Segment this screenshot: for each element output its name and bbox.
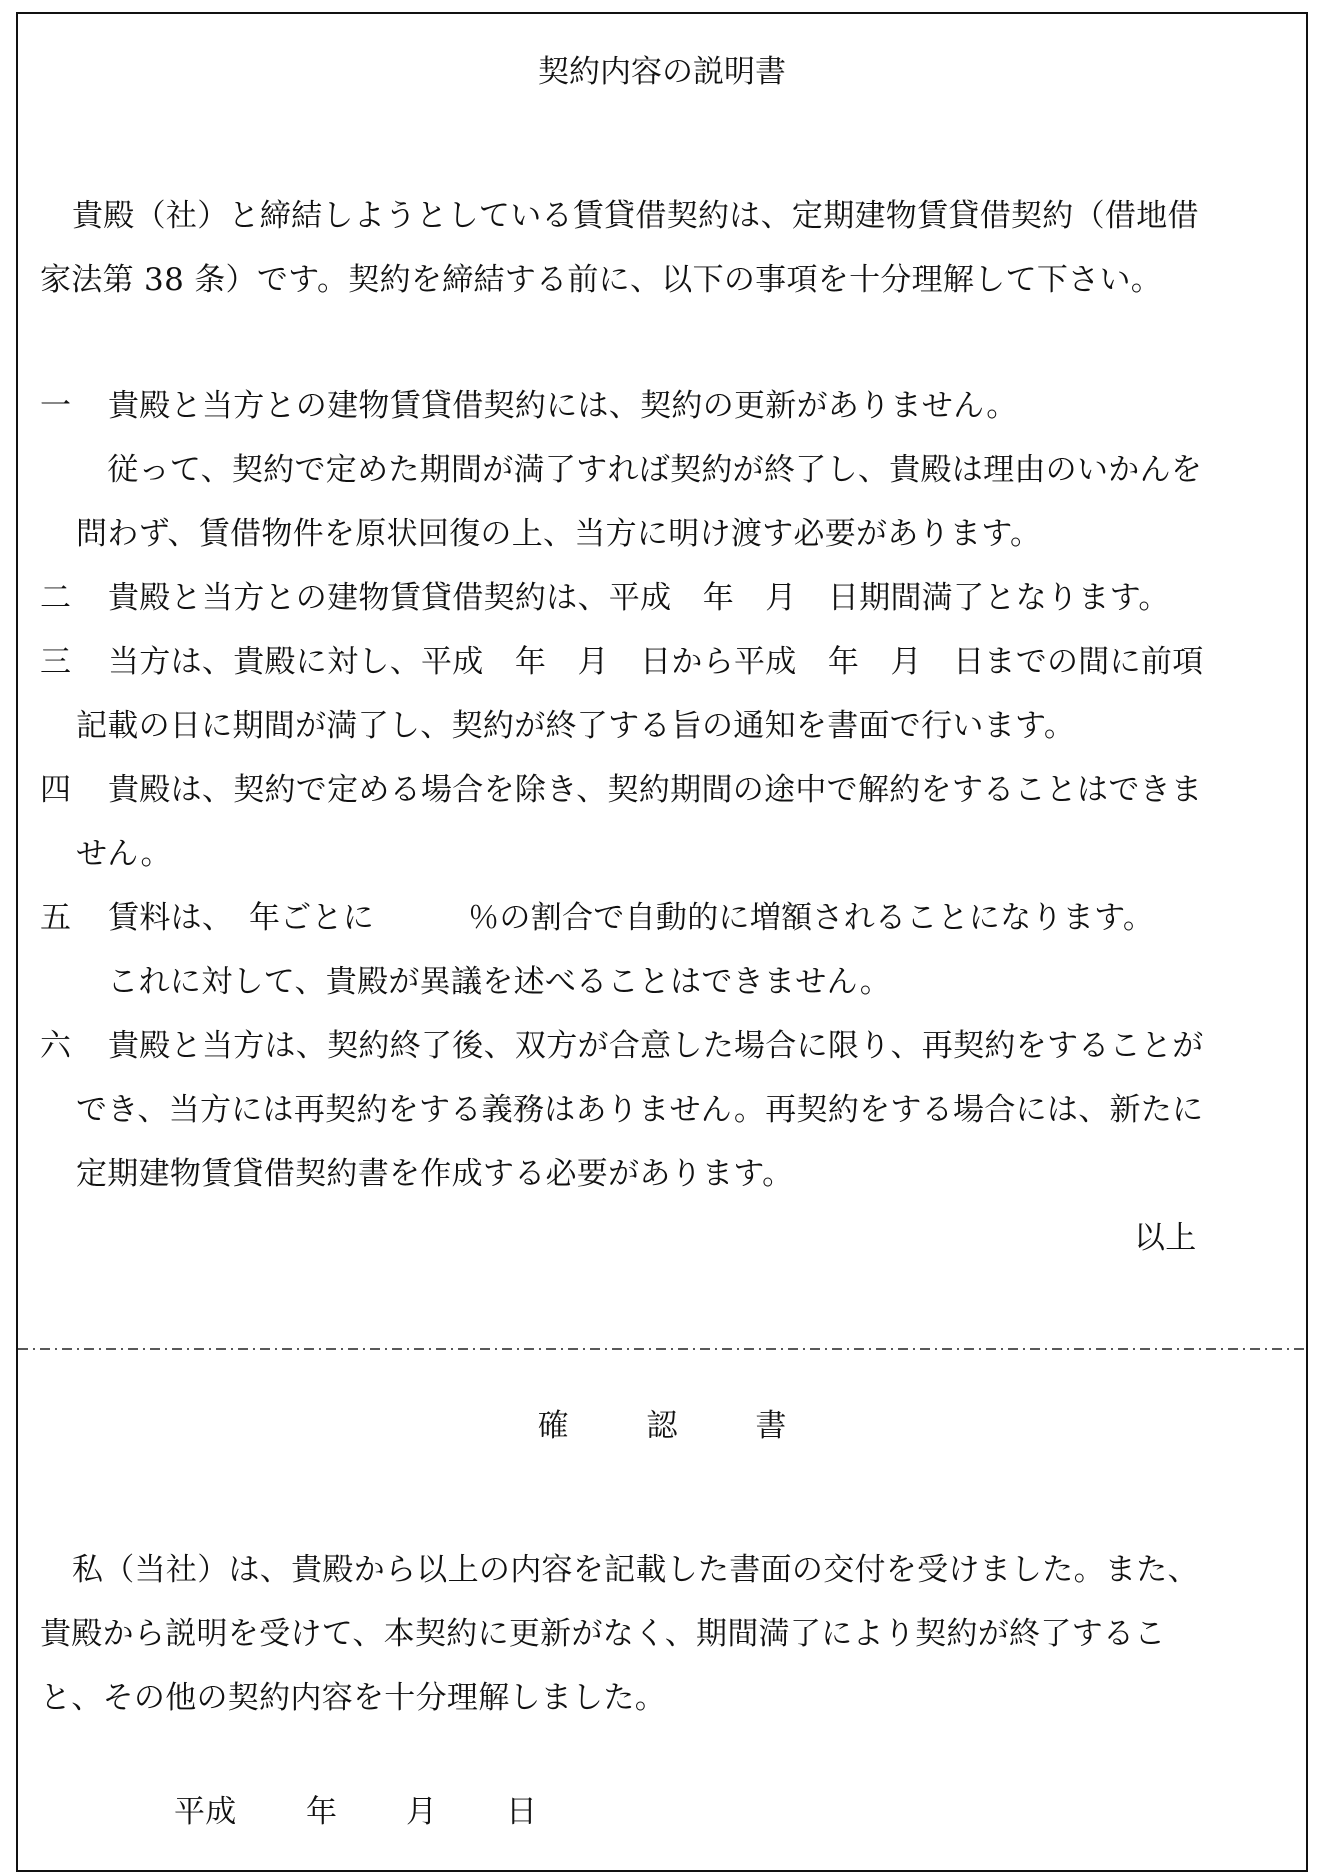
item-number: 三: [40, 644, 72, 680]
year-label: 年: [306, 1794, 338, 1830]
item-2-line-1: 貴殿と当方との建物賃貸借契約は、平成 年 月 日期間満了となります。: [108, 580, 1170, 616]
era-label: 平成: [174, 1794, 237, 1830]
confirmation-line-1: 私（当社）は、貴殿から以上の内容を記載した書面の交付を受けました。また、: [72, 1552, 1199, 1588]
item-1-line-1: 貴殿と当方との建物賃貸借契約には、契約の更新がありません。: [108, 388, 1018, 424]
item-5-line-1: 賃料は、 年ごとに ％の割合で自動的に増額されることになります。: [108, 900, 1155, 936]
confirmation-line-3: と、その他の契約内容を十分理解しました。: [40, 1680, 666, 1716]
item-number: 六: [40, 1028, 72, 1064]
cut-line-divider: [18, 1344, 1306, 1354]
item-5-line-2: これに対して、貴殿が異議を述べることはできません。: [76, 964, 892, 1000]
confirmation-title-char: 認: [646, 1408, 678, 1444]
item-4-line-2: せん。: [76, 836, 172, 872]
closing-mark: 以上: [1134, 1220, 1197, 1256]
item-1-line-3: 問わず、賃借物件を原状回復の上、当方に明け渡す必要があります。: [76, 516, 1042, 552]
item-number: 五: [40, 900, 72, 936]
item-number: 四: [40, 772, 72, 808]
month-label: 月: [406, 1794, 438, 1830]
confirmation-line-2: 貴殿から説明を受けて、本契約に更新がなく、期間満了により契約が終了するこ: [40, 1616, 1166, 1652]
date-field: [174, 1780, 537, 1844]
confirmation-title: [42, 1400, 1282, 1445]
day-label: 日: [506, 1794, 538, 1830]
intro-line-1: 貴殿（社）と締結しようとしている賃貸借契約は、定期建物賃貸借契約（借地借: [72, 198, 1199, 234]
explanation-title: 契約内容の説明書: [538, 54, 786, 90]
confirmation-title-char: 確: [537, 1408, 569, 1444]
confirmation-title-char: 書: [755, 1408, 787, 1444]
item-6-line-3: 定期建物賃貸借契約書を作成する必要があります。: [76, 1156, 794, 1192]
item-6-line-1: 貴殿と当方は、契約終了後、双方が合意した場合に限り、再契約をすることが: [108, 1028, 1204, 1064]
item-number: 一: [40, 388, 72, 424]
item-3-line-2: 記載の日に期間が満了し、契約が終了する旨の通知を書面で行います。: [76, 708, 1076, 744]
item-4-line-1: 貴殿は、契約で定める場合を除き、契約期間の途中で解約をすることはできま: [108, 772, 1203, 808]
item-number: 二: [40, 580, 72, 616]
item-6-line-2: でき、当方には再契約をする義務はありません。再契約をする場合には、新たに: [76, 1092, 1204, 1128]
intro-line-2: 家法第 38 条）です。契約を締結する前に、以下の事項を十分理解して下さい。: [40, 262, 1163, 298]
item-1-line-2: 従って、契約で定めた期間が満了すれば契約が終了し、貴殿は理由のいかんを: [76, 452, 1203, 488]
item-3-line-1: 当方は、貴殿に対し、平成 年 月 日から平成 年 月 日までの間に前項: [108, 644, 1204, 680]
